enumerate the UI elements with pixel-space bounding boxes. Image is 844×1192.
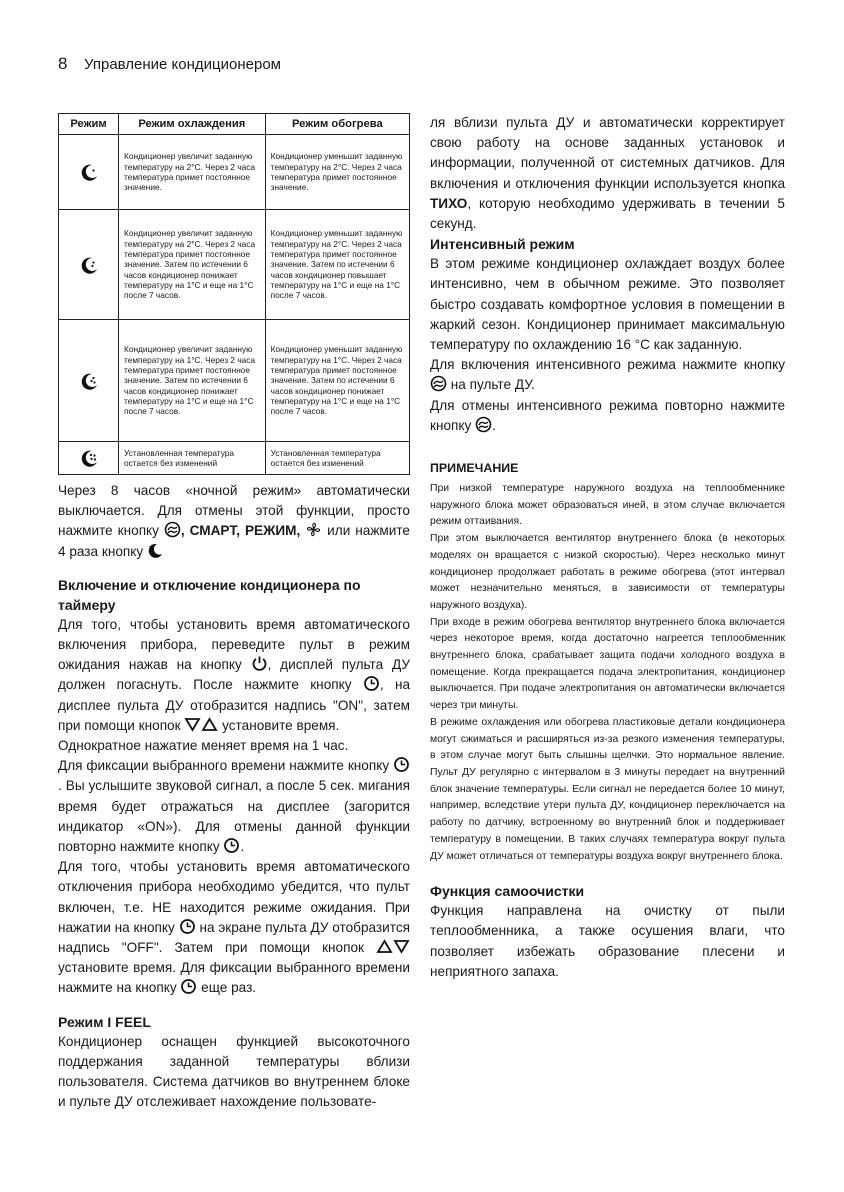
- heating-cell: Кондиционер уменьшит заданную температуру на 1°С. Через 2 часа температура примет постоянное значение. Затем по истечении 6 часов кондиционер понижает температуру на 1°С и еще на 1°С после 7 часов.: [265, 320, 409, 442]
- timer-heading: Включение и отключение кондиционера по таймеру: [58, 576, 361, 613]
- turbo-icon: [430, 375, 447, 392]
- power-icon: [251, 655, 268, 672]
- cooling-cell: Установленная температура остается без изменений: [119, 442, 266, 475]
- text-span: , дисплей пульта ДУ должен погаснуть. После нажмите кнопку: [58, 657, 410, 693]
- ifeel-section: [58, 1032, 410, 1113]
- heating-cell: Установленная температура остается без изменений: [265, 442, 409, 475]
- note-paragraph: При низкой температуре наружного воздуха на теплообменнике наружного блока может образоваться иней, в этом случае включается режим оттаивания.: [430, 483, 785, 528]
- arrows-up-down-icon: [376, 938, 410, 955]
- note-paragraph: При этом выключается вентилятор внутреннего блока (в некоторых моделях он вращается с низкой скоростью). Через несколько минут кондиционер продолжает работать в режиме обогрева (этот интервал может незначительно меняться, в зависимости от температуры наружного воздуха).: [430, 533, 785, 611]
- text-span: Для фиксации выбранного времени нажмите кнопку: [58, 758, 393, 774]
- text-span: установите время.: [218, 717, 340, 733]
- text-span: или нажмите 4 раза кнопку: [58, 523, 410, 559]
- left-column: [58, 113, 410, 1112]
- note-paragraph: В режиме охлаждения или обогрева пластиковые детали кондиционера могут сжиматься и расширяться из-за резкого изменения температуры, в этом случае могут быть слышны щелчки. Это нормальное явление. Пульт ДУ регулярно с интервалом в 3 минуты передает на внутренний блок значение температуры. Если сигнал не передается более 10 минут, например, вследствие утери пульта ДУ, кондиционер переключается на работу по датчику, встроенному во внутренний блок и поддерживает температуру в помещении. В таких случаях температура вокруг пульта ДУ может отличаться от температуры воздуха вокруг внутреннего блока.: [430, 716, 785, 862]
- right-column: [430, 113, 785, 982]
- sleep-icon: [147, 542, 164, 559]
- table-header-cooling: Режим охлаждения: [119, 114, 266, 135]
- text-span: Через 8 часов «ночной режим» автоматически выключается. Для отмены этой функции, просто нажмите кнопку: [58, 483, 410, 539]
- text-paragraph: Однократное нажатие меняет время на 1 час.: [58, 738, 349, 754]
- text-span: на пульте ДУ.: [447, 377, 535, 393]
- note-heading: ПРИМЕЧАНИЕ: [430, 461, 519, 476]
- clock-icon: [179, 918, 196, 935]
- text-span: , на дисплее пульта ДУ отобразится надпись "ON", затем при помощи кнопок: [58, 677, 411, 733]
- note-section: [430, 481, 785, 865]
- selfclean-section: [430, 901, 785, 982]
- text-span: . Вы услышите звуковой сигнал, а после 5 сек. мигания время будет отражаться на дисплее (загорится индикатор «ON»). Для отмены данной функции повторно нажмите кнопку: [58, 778, 410, 855]
- text-paragraph: Кондиционер оснащен функцией высокоточного поддержания заданной температуры вблизи пользователя. Система датчиков во внутреннем блоке и пульте ДУ отслеживает нахождение пользовате-: [58, 1033, 410, 1110]
- table-row: [59, 135, 410, 210]
- cooling-cell: Кондиционер увеличит заданную температуру на 2°С. Через 2 часа температура примет постоянное значение. Затем по истечении 6 часов кондиционер понижает температуру на 1°С и еще на 1°С после 7 часов.: [119, 210, 266, 320]
- clock-icon: [363, 675, 380, 692]
- arrows-down-up-icon: [184, 716, 218, 733]
- turbo-icon: [164, 521, 181, 538]
- after-table-text: [58, 481, 410, 562]
- table-row: [59, 210, 410, 320]
- cooling-cell: Кондиционер увеличит заданную температуру на 2°С. Через 2 часа температура примет постоянное значение.: [119, 135, 266, 210]
- text-span: на экране пульта ДУ отобразится надпись "OFF". Затем при помощи кнопок: [58, 919, 410, 956]
- cooling-cell: Кондиционер увеличит заданную температуру на 1°С. Через 2 часа температура примет постоянное значение. Затем по истечении 6 часов кондиционер понижает температуру на 1°С и еще на 1°С после 7 часов.: [119, 320, 266, 442]
- moon-2-icon: [78, 254, 100, 276]
- text-span: установите время. Для фиксации выбранного времени нажмите на кнопку: [58, 960, 410, 996]
- text-paragraph: Функция направлена на очистку от пыли теплообменника, а также осушения влаги, что позволяет избежать образование плесени и неприятного запаха.: [430, 903, 785, 979]
- text-span: Для включения интенсивного режима нажмите кнопку: [430, 357, 785, 373]
- page-title: Управление кондиционером: [84, 56, 281, 73]
- text-span: , которую необходимо удерживать в течении 5 секунд.: [430, 195, 785, 232]
- heating-cell: Кондиционер уменьшит заданную температуру на 2°С. Через 2 часа температура примет постоянное значение. Затем по истечении 6 часов кондиционер повышает температуру на 1°С и еще на 1°С после 7 часов.: [265, 210, 409, 320]
- page-header: [58, 54, 786, 76]
- mode-cell: [59, 210, 119, 320]
- heating-cell: Кондиционер уменьшит заданную температуру на 2°С. Через 2 часа температура примет постоянное значение.: [265, 135, 409, 210]
- clock-icon: [180, 978, 197, 995]
- text-span: .: [240, 839, 245, 855]
- clock-icon: [223, 837, 240, 854]
- intense-heading: Интенсивный режим: [430, 236, 575, 253]
- text-paragraph: В этом режиме кондиционер охлаждает воздух более интенсивно, чем в обычном режиме. Это позволяет быстро создавать комфортное условия в помещении в жаркий сезон. Кондиционер принимает максимальную температуру по охлаждению 16 °C как заданную.: [430, 256, 785, 353]
- text-span: ТИХО: [430, 195, 468, 211]
- mode-cell: [59, 135, 119, 210]
- clock-icon: [393, 756, 410, 773]
- moon-1-icon: [78, 161, 100, 183]
- moon-4-icon: [78, 447, 100, 469]
- ifeel-continuation: [430, 113, 785, 234]
- text-span: , СМАРТ, РЕЖИМ,: [180, 523, 306, 539]
- ifeel-heading: Режим I FEEL: [58, 1013, 151, 1030]
- mode-cell: [59, 442, 119, 475]
- note-paragraph: При входе в режим обогрева вентилятор внутреннего блока включается через некоторое время, когда достаточно нагреется теплообменник внутреннего блока, срабатывает защита подачи холодного воздуха в помещение. Когда прекращается подача электропитания, кондиционер выключается. При подаче электропитания он автоматически включается через три минуты.: [430, 616, 785, 712]
- selfclean-heading: Функция самоочистки: [430, 883, 585, 900]
- table-header-heating: Режим обогрева: [265, 114, 409, 135]
- text-span: Для того, чтобы установить время автоматического включения прибора, переведите пульт в режим ожидания нажав на кнопку: [58, 616, 410, 673]
- intense-section: [430, 254, 785, 436]
- text-span: Для отмены интенсивного режима повторно нажмите кнопку: [430, 397, 785, 433]
- text-span: .: [492, 417, 496, 433]
- turbo-icon: [475, 416, 492, 433]
- timer-section: [58, 615, 410, 999]
- moon-3-icon: [78, 370, 100, 392]
- text-span: еще раз.: [197, 980, 257, 996]
- page-number: 8: [58, 54, 68, 73]
- text-span: ля вблизи пульта ДУ и автоматически корректирует свою работу на основе заданных установок и информации, полученной от системных датчиков. Для включения и отключения функции используется кнопка: [430, 115, 785, 191]
- night-mode-table: [58, 113, 410, 475]
- table-header-mode: Режим: [59, 114, 119, 135]
- mode-cell: [59, 320, 119, 442]
- table-row: [59, 442, 410, 475]
- fan-icon: [305, 521, 322, 538]
- text-span: Для того, чтобы установить время автоматического отключения прибора необходимо убедится, что пульт включен, т.е. НЕ находится режиме ожидания. При нажатии на кнопку: [58, 859, 410, 935]
- table-row: [59, 320, 410, 442]
